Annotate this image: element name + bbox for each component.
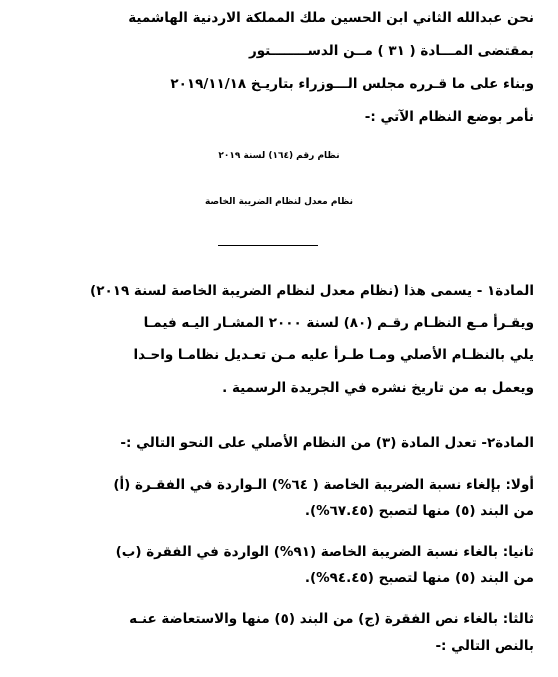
article-2-item-3-line-1: ثالثا: بالغاء نص الفقرة (ج) من البند (٥) منها والاستعاضة عنـه <box>129 611 534 627</box>
regulation-name: نظام معدل لنظام الضريبة الخاصة <box>204 197 354 207</box>
preamble-king-line: نحن عبدالله الثاني ابن الحسين ملك المملكة الاردنية الهاشمية <box>128 10 534 26</box>
article-2-item-2-line-1: ثانيا: بالغاء نسبة الضريبة الخاصة (٩١%) الواردة في الفقرة (ب) <box>115 544 534 560</box>
article-2-item-1-line-2: من البند (٥) منها لتصبح (٦٧.٤٥%). <box>304 503 534 519</box>
article-2-item-3-line-2: بالنص التالي :- <box>435 638 534 654</box>
article-2-intro: المادة٢- تعدل المادة (٣) من النظام الأصلي على النحو التالي :- <box>120 435 534 451</box>
article-1-line-2: ويقـرأ مـع النظـام رقـم (٨٠) لسنة ٢٠٠٠ المشـار اليـه فيمـا <box>143 315 534 331</box>
article-2-item-2-line-2: من البند (٥) منها لتصبح (٩٤.٤٥%). <box>304 570 534 586</box>
article-1-line-1: المادة١ - يسمى هذا (نظام معدل لنظام الضريبة الخاصة لسنة ٢٠١٩) <box>90 283 534 299</box>
article-1-line-4: ويعمل به من تاريخ نشره في الجريدة الرسمية . <box>222 380 534 396</box>
preamble-cabinet-line: وبناء على ما قـرره مجلس الـــوزراء بتاريـخ ٢٠١٩/١١/١٨ <box>170 76 534 92</box>
regulation-number: نظام رقم (١٦٤) لسنة ٢٠١٩ <box>218 151 340 161</box>
title-divider <box>218 245 318 246</box>
article-2-item-1-line-1: أولا: بإلغاء نسبة الضريبة الخاصة ( ٦٤%) الـواردة في الفقـرة (أ) <box>113 477 534 493</box>
article-1-line-3: يلي بالنظـام الأصلي ومـا طـرأ عليه مـن تعـديل نظامـا واحـدا <box>133 347 534 363</box>
preamble-constitution-line: بمقتضى المـــادة ( ٣١ ) مــن الدســــــــتور <box>248 43 534 59</box>
preamble-order-line: نأمر بوضع النظام الآتي :- <box>364 109 534 125</box>
